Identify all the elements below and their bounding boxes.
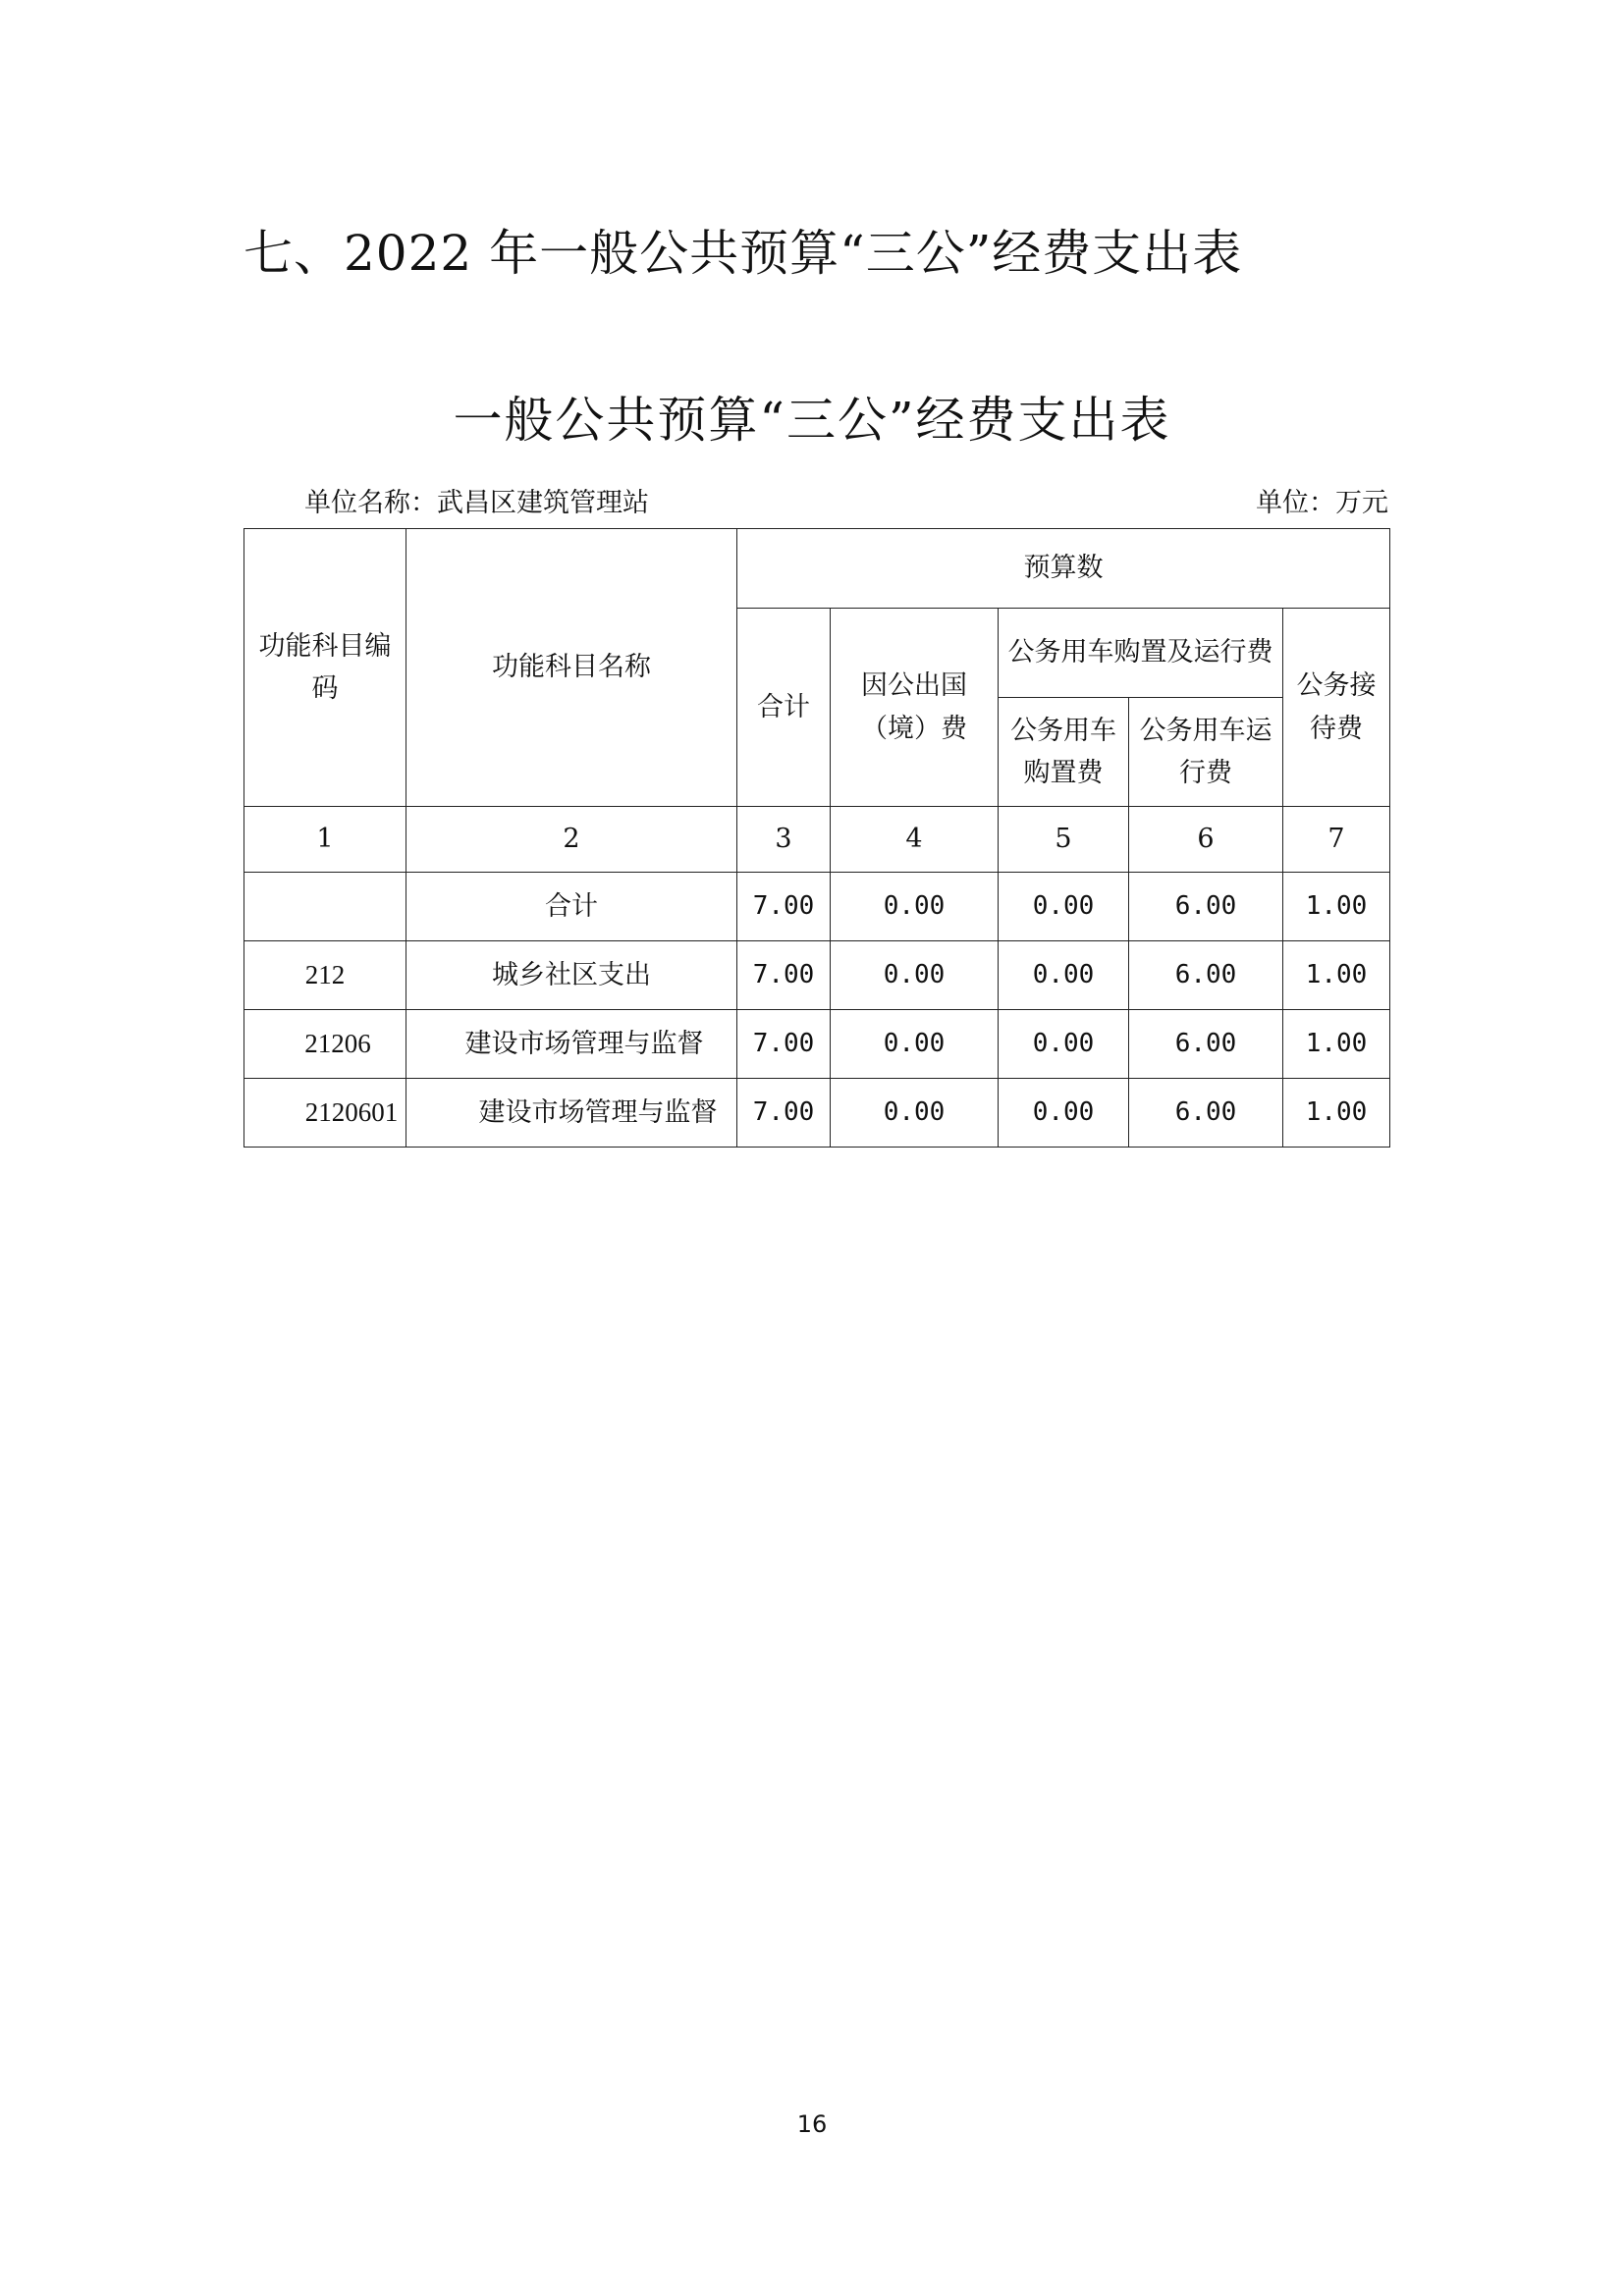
header-name: 功能科目名称 <box>406 529 737 807</box>
row-total: 7.00 <box>737 1010 831 1079</box>
header-vehicle-operation: 公务用车运行费 <box>1129 698 1283 807</box>
row-total: 7.00 <box>737 941 831 1010</box>
row-code <box>244 873 406 941</box>
row-name: 城乡社区支出 <box>406 941 737 1010</box>
header-code: 功能科目编码 <box>244 529 406 807</box>
row-reception: 1.00 <box>1283 873 1390 941</box>
header-abroad: 因公出国（境）费 <box>831 609 999 807</box>
column-number: 5 <box>999 807 1129 873</box>
row-vehicle-operation: 6.00 <box>1129 873 1283 941</box>
row-code: 21206 <box>244 1010 406 1079</box>
table-row <box>244 1010 1390 1079</box>
row-name: 建设市场管理与监督 <box>406 1079 737 1148</box>
unit-name: 单位名称：武昌区建筑管理站 <box>304 488 649 518</box>
row-vehicle-purchase: 0.00 <box>999 873 1129 941</box>
row-vehicle-operation: 6.00 <box>1129 1079 1283 1148</box>
row-abroad: 0.00 <box>831 1010 999 1079</box>
table-title: 一般公共预算“三公”经费支出表 <box>453 392 1171 449</box>
table-row <box>244 1079 1390 1148</box>
row-name: 建设市场管理与监督 <box>406 1010 737 1079</box>
header-total: 合计 <box>737 609 831 807</box>
row-name: 合计 <box>406 873 737 941</box>
header-vehicle: 公务用车购置及运行费 <box>999 609 1283 698</box>
column-number-row <box>244 807 1390 873</box>
table-row <box>244 873 1390 941</box>
row-vehicle-purchase: 0.00 <box>999 941 1129 1010</box>
row-total: 7.00 <box>737 1079 831 1148</box>
row-abroad: 0.00 <box>831 1079 999 1148</box>
page-number: 16 <box>796 2110 828 2138</box>
row-vehicle-operation: 6.00 <box>1129 941 1283 1010</box>
row-reception: 1.00 <box>1283 1079 1390 1148</box>
row-abroad: 0.00 <box>831 873 999 941</box>
row-code: 2120601 <box>244 1079 406 1148</box>
column-number: 3 <box>737 807 831 873</box>
column-number: 6 <box>1129 807 1283 873</box>
column-number: 7 <box>1283 807 1390 873</box>
row-vehicle-purchase: 0.00 <box>999 1010 1129 1079</box>
column-number: 4 <box>831 807 999 873</box>
unit-label: 单位：万元 <box>1256 488 1388 518</box>
row-code: 212 <box>244 941 406 1010</box>
section-heading: 七、2022 年一般公共预算“三公”经费支出表 <box>244 225 1243 282</box>
header-reception: 公务接待费 <box>1283 609 1390 807</box>
row-vehicle-operation: 6.00 <box>1129 1010 1283 1079</box>
column-number: 2 <box>406 807 737 873</box>
row-abroad: 0.00 <box>831 941 999 1010</box>
row-reception: 1.00 <box>1283 941 1390 1010</box>
row-total: 7.00 <box>737 873 831 941</box>
row-reception: 1.00 <box>1283 1010 1390 1079</box>
table-row <box>244 941 1390 1010</box>
row-vehicle-purchase: 0.00 <box>999 1079 1129 1148</box>
column-number: 1 <box>244 807 406 873</box>
header-budget: 预算数 <box>737 529 1390 609</box>
header-vehicle-purchase: 公务用车购置费 <box>999 698 1129 807</box>
budget-table <box>244 528 1390 1148</box>
